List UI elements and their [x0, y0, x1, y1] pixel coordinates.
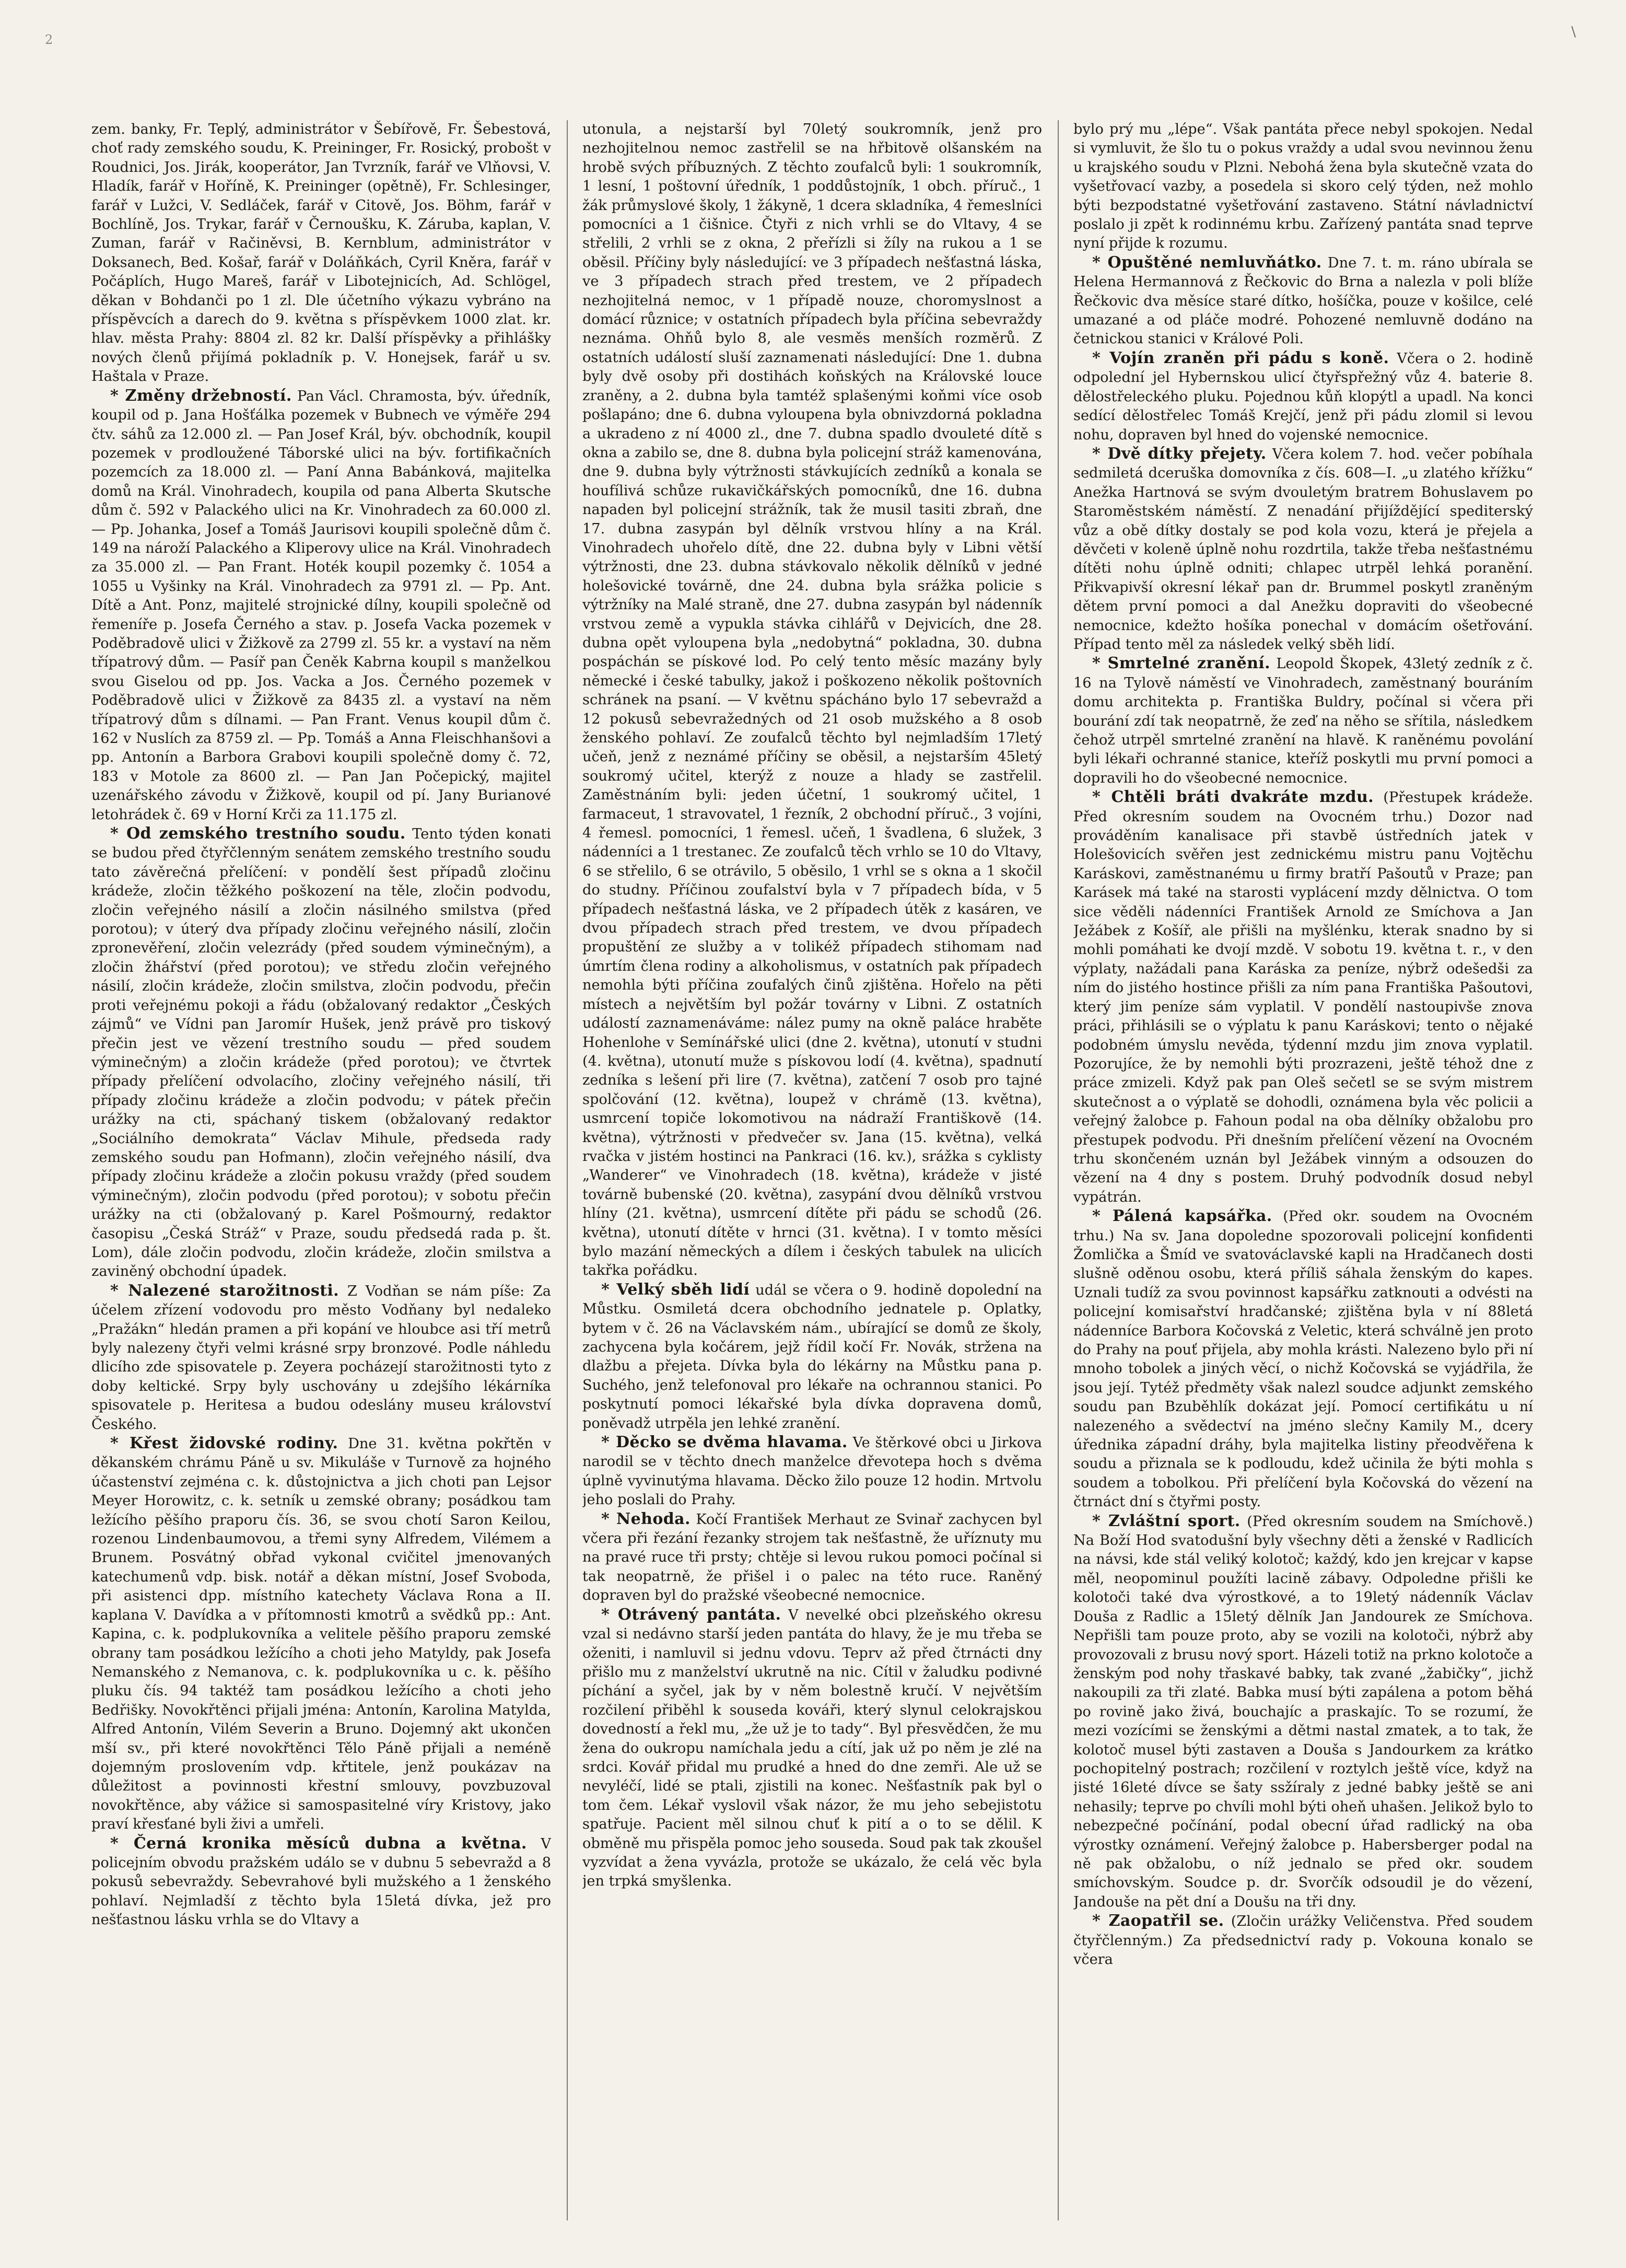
article-text: Leopold Škopek, 43letý zedník z č. 16 na Tylově náměstí ve Vinohradech, zaměstnaný bouráním domu architekta p. Františka Buldry, počínal si včera při bourání zdí tak neopatrně, že zeď na něho se sřítila, následkem čehož utrpěl smrtelné zranění na hlavě. K raněnému povolání byli lékaři ochranné stanice, kteříž poskytli mu první pomoci a dopravili ho do všeobecné nemocnice. [1073, 656, 1533, 786]
column-middle [582, 120, 1042, 2220]
article-text: Kočí František Merhaut ze Svinař zachycen byl včera při řezání řezanky strojem tak nešťastně, že uříznuty mu na pravé ruce tři prsty; chtěje si levou rukou pomoci počínal si tak neopatrně, že přišel i o palec na této ruce. Raněný dopraven byl do pražské všeobecné nemocnice. [582, 1511, 1042, 1604]
column-divider [1058, 120, 1059, 2220]
article-heading: * Pálená kapsářka. [1092, 1207, 1272, 1226]
article-text: V policejním obvodu pražském událo se v dubnu 5 sebevražd a 8 pokusů sebevraždy. Sebevrahové byli mužského a 1 ženského pohlaví. Nejmladší z těchto byla 15letá dívka, jež pro nešťastnou lásku vrhla se do Vltavy a [91, 1835, 551, 1928]
article-heading: * Nehoda. [601, 1509, 691, 1528]
page-corner-mark: 2 [45, 32, 53, 47]
article-heading: * Velký sběh lidí [601, 1280, 750, 1299]
article-heading: * Vojín zraněn při pádu s koně. [1092, 348, 1389, 367]
article-heading: * Chtěli bráti dvakráte mzdu. [1092, 788, 1374, 807]
article-text: (Před okresním soudem na Smíchově.) Na Boží Hod svatodušní byly všechny děti a ženské v Radlicích na návsi, kde stál veliký kolotoč; každý, kdo jen krejcar v kapse měl, neopominul použíti lacině zábavy. Odpoledne přišli ke kolotoči také dva výrostkové, a to 19letý nádenník Václav Douša z Radlic a 15letý dělník Jan Jandourek ze Smíchova. Nepřišli tam pouze proto, aby se vozili na kolotoči, nýbrž aby provozovali z brusu nový sport. Házeli totiž na prkno kolotoče a ženským pod nohy třaskavé babky, tak zvané „žabičky“, jichž nakoupili za tři zlaté. Babka musí býti zapálena a potom běhá po rovině jako živá, bouchajíc a praskajíc. To se rozumí, že mezi vozícími se ženskými a dětmi nastal zmatek, a to tak, že kolotoč musel býti zastaven a Douša s Jandourkem za krátko pochopitelný postrach; rozčilení v roztylch ještě více, když na jisté 16leté dívce se šaty ssžíraly z jedné babky ještě se ani nehasily; teprve po chvíli mohl býti oheň uhašen. Jelikož bylo to nebezpečné počínání, podal obecní úřad radlický na oba výrostky oznámení. Veřejný žalobce p. Habersberger podal na ně pak obžalobu, o níž jednalo se před okr. soudem smíchovským. Soudce p. dr. Svorčík odsoudil je do vězení, Jandouše na pět dní a Doušu na tři dny. [1073, 1513, 1533, 1910]
article-heading: * Změny držebností. [110, 386, 292, 405]
article-text: zem. banky, Fr. Teplý, administrátor v Šebířově, Fr. Šebestová, choť rady zemského soudu, K. Preininger, Fr. Rosický, probošt v Roudnici, Jos. Jirák, kooperátor, Jan Tvrzník, farář ve Vlňovsi, V. Hladík, farář v Hoříně, K. Preininger (opětně), Fr. Schlesinger, farář v Lužci, V. Sedláček, farář v Citově, Jos. Böhm, farář v Bochlíně, Jos. Trykar, farář v Černoušku, K. Záruba, kaplan, V. Zuman, farář v Račiněvsi, B. Kernblum, administrátor v Doksanech, Bed. Košař, farář v Doláňkách, Cyril Kněra, farář v Počáplích, Hugo Mareš, farář v Libotejnicích, Ad. Schlögel, děkan v Bohdanči po 1 zl. Dle účetního výkazu vybráno na příspěvcích a darech do 9. května s příspěvkem 1000 zlat. kr. hlav. města Prahy: 8804 zl. 82 kr. Další příspěvky a přihlášky nových členů přijímá pokladník p. V. Honejsek, farář u sv. Haštala v Praze. [91, 121, 551, 385]
article-text: (Zločin urážky Veličenstva. Před soudem čtyřčlenným.) Za předsednictví rady p. Vokouna konalo se včera [1073, 1913, 1533, 1968]
article-text: Včera o 2. hodině odpolední jel Hybernskou ulicí čtyřspřežný vůz 4. baterie 8. dělostřeleckého pluku. Pojednou kůň klopýtl a upadl. Na konci sedící dělostřelec Tomáš Krejčí, jenž při pádu zlomil si levou nohu, dopraven byl hned do vojenské nemocnice. [1073, 350, 1533, 443]
article-text: Pan Václ. Chramosta, býv. úředník, koupil od p. Jana Hošťálka pozemek v Bubnech ve výměře 294 čtv. sáhů za 12.000 zl. — Pan Josef Král, býv. obchodník, koupil pozemek v prodloužené Táborské ulici na býv. fortifikačních pozemcích za 18.000 zl. — Paní Anna Babánková, majitelka domů na Král. Vinohradech, koupila od pana Alberta Skutsche dům č. 592 v Palackého ulici na Kr. Vinohradech za 60.000 zl. — Pp. Johanka, Josef a Tomáš Jaurisovi koupili společně dům č. 149 na nároží Palackého a Kliperovy ulice na Král. Vinohradech za 35.000 zl. — Pan Frant. Hoték koupil pozemky č. 1054 a 1055 u Vyšinky na Král. Vinohradech za 9791 zl. — Pp. Ant. Dítě a Ant. Ponz, majitelé strojnické dílny, koupili společně od řemeníře p. Josefa Černého a stav. p. Josefa Vacka pozemek v Poděbradově ulici v Žižkově za 2799 zl. 55 kr. a vystaví na něm třípatrový dům. — Pasíř pan Čeněk Kabrna koupil s manželkou svou Giselou od pp. Jos. Vacka a Jos. Černého pozemek v Poděbradově ulici v Žižkově za 8435 zl. a vystaví na něm třípatrový dům s dílnami. — Pan Frant. Venus koupil dům č. 162 v Nuslích za 8759 zl. — Pp. Tomáš a Anna Fleischhanšovi a pp. Antonín a Barbora Grabovi koupili společně domy č. 72, 183 v Motole za 8600 zl. — Pan Jan Počepický, majitel uzenářského závodu v Žižkově, koupil od pí. Jany Burianové letohrádek č. 69 v Horní Krči za 11.175 zl. [91, 388, 551, 823]
article-heading: * Otrávený pantáta. [601, 1605, 781, 1624]
article-text: (Přestupek krádeže. Před okresním soudem na Ovocném trhu.) Dozor nad prováděním kanalisace při stavbě ústředních jatek v Holešovicích svěřen jest zednickému mistru panu Vojtěchu Karáskovi, zaměstnanému u firmy bratří Pašoutů v Praze; pan Karásek má také na starosti vyplácení mzdy dělnictva. O tom sice věděli nádenníci František Arnold ze Smíchova a Jan Ježábek z Košíř, ale přišli na myšlénku, kterak snadno by si mohli pomáhati ke dvojí mzdě. V sobotu 19. května t. r., v den výplaty, nažádali pana Karáska za peníze, nýbrž odešedši za ním do jistého hostince přišli za ním pana Františka Pašoutovi, který jim peníze sám vyplatil. V pondělí nastoupivše znova práci, přihlásili se o výplatu k panu Karáskovi; tento o nějaké podobném úmyslu nevěda, týdenní mzdu jim znova vyplatil. Pozorujíce, že by nemohli býti prozrazeni, ještě téhož dne z práce zmizeli. Když pak pan Oleš sečetl se se svým mistrem skutečnost a o výplatě se dohodli, oznámena byla věc policii a veřejný žalobce p. Fahoun podal na oba dělníky obžalobu pro přestupek podvodu. Při dnešním přelíčení vězení na Ovocném trhu skončeném uznán byl Ježábek vinným a odsouzen do vězení na 4 dny s postem. Druhý podvodník dosud nebyl vypátrán. [1073, 789, 1533, 1205]
article-text: (Před okr. soudem na Ovocném trhu.) Na sv. Jana dopoledne spozorovali policejní konfidenti Žomlička a Šmíd ve svatováclavské kapli na Hradčanech dosti slušně oděnou osobu, která příliš sáhala ženským do kapes. Uznali tudíž za svou povinnost kapsářku zatknouti a odvésti na policejní komisařství hradčanské; zjištěna byla v ní 88letá nádenníce Barbora Kočovská z Veletic, která schválně jen proto do Prahy na pouť přijela, aby mohla krásti. Nalezeno bylo při ní mnoho tobolek a jiných věcí, o nichž Kočovská se vyjádřila, že jsou její. Tytéž předměty však nalezl soudce adjunkt zemského soudu pan Bzuběhlík dokázat její. Pomocí certifikátu u ní nalezeného a svědectví na jméno slečny Kamily M., dcery úřednika západní dráhy, byla majitelka listiny přeodvěřena k soudu a přiznala se k podloudu, kdež učinila že býti mohla s soudem a tobolkou. Při přelíčení byla Kočovská do vězení na čtrnáct dní s čtyřmi posty. [1073, 1208, 1533, 1510]
article-text: Tento týden konati se budou před čtyřčlenným senátem zemského trestního soudu tato závěrečná přelíčení: v pondělí šest případů zločinu krádeže, zločin těžkého poškození na těle, zločin podvodu, zločin veřejného násilí a zločin násilného smilstva (před porotou); v úterý dva případy zločinu veřejného násilí, zločin zpronevěření, zločin velezrády (před soudem výminečným), a zločin žhářství (před porotou); ve středu zločin veřejného násilí, zločin krádeže, zločin smilstva, zločin podvodu, přečin proti veřejnému pokoji a řádu (obžalovaný redaktor „Českých zájmů“ ve Vídni pan Jaromír Hušek, jenž právě pro tiskový přečin jest ve vězení trestního soudu — před soudem výminečným) a zločin krádeže (před porotou); ve čtvrtek případy přelíčení odvolacího, zločiny veřejného násilí, tři případy zločinu krádeže a zločin podvodu; v pátek přečin urážky na cti, spáchaný tiskem (obžalovaný redaktor „Sociálního demokrata“ Václav Mihule, předseda rady zemského soudu pan Hofmann), zločin veřejného násilí, dva případy zločinu krádeže a zločin pokusu vraždy (před soudem výminečným), zločin podvodu (před porotou); v sobotu přečin urážky na cti (obžalovaný p. Karel Pošmourný, redaktor časopisu „Česká Stráž“ v Praze, soudu předsedá rada p. št. Lom), dále zločin podvodu, zločin krádeže, zločin smilstva a zaviněný obchodní úpadek. [91, 826, 551, 1280]
article-heading: * Zaopatřil se. [1092, 1912, 1224, 1930]
article-text: Dne 31. května pokřtěn v děkanském chrámu Páně u sv. Mikuláše v Turnově za hojného účastenství zejména c. k. důstojnictva a jich choti pan Lejsor Meyer Horowitz, c. k. setník u zemské obrany; posádkou tam ležícího pěšího praporu čís. 36, se svou chotí Saron Keilou, rozenou Lindenbaumovou, a třemi syny Alfredem, Vilémem a Brunem. Posvátný obřad vykonal cvičitel jmenovaných katechumenů vdp. bisk. notář a děkan místní, Josef Svoboda, při asistenci dpp. místního katechety Václava Rona a II. kaplana V. Davídka a v přítomnosti kmotrů a svědků pp.: Ant. Kapina, c. k. podplukovníka a velitele pěšího praporu zemské obrany tam posádkou ležícího a choti jeho Matyldy, pak Josefa Nemanského z Nemanova, c. k. podplukovníka u c. k. pěšího pluku čís. 94 taktéž tam posádkou ležícího a choti jeho Bedřišky. Novokřtěnci přijali jména: Antonín, Karolina Matylda, Alfred Antonín, Vilém Severin a Bruno. Dojemný akt ukončen mší sv., při které novokřtěnci Tělo Páně přijali a neméně dojemným proslovením vdp. křtitele, jenž poukázav na důležitost a povinnosti křestní smlouvy, povzbuzoval novokřtěnce, aby vážice si samospasitelné víry Kristovy, jako praví křesťané byli živi a umřeli. [91, 1436, 551, 1833]
article-heading: * Nalezené starožitnosti. [110, 1281, 340, 1300]
article-heading: * Opuštěné nemluvňátko. [1092, 253, 1322, 272]
article-heading: * Dvě dítky přejety. [1092, 444, 1267, 463]
article-text: udál se včera o 9. hodině dopolední na Můstku. Osmiletá dcera obchodního jednatele p. Oplatky, bytem v č. 26 na Václavském nám., ubírající se domů ze školy, zachycena byla kočárem, jejž řídil kočí Fr. Novák, stržena na dlažbu a přejeta. Dívka byla do lékárny na Můstku pana p. Suchého, jenž telefonoval pro lékaře na ochrannou stanici. Po poskytnutí pomoci lékařské byla dívka dopravena domů, poněvadž utrpěla jen lehké zranění. [582, 1282, 1042, 1432]
article-text: bylo prý mu „lépe“. Však pantáta přece nebyl spokojen. Nedal si vymluvit, že šlo tu o pokus vraždy a udal svou nevinnou ženu u krajského soudu v Plzni. Nebohá žena byla skutečně vzata do vyšetřovací vazby, a posedela si skoro celý týden, než mohlo býti bezpodstatné vyšetřování zastaveno. Státní návladnictví poslalo ji zpět k rodinnému krbu. Zařízený pantáta snad teprve nyní přijde k rozumu. [1073, 121, 1533, 252]
newspaper-page [91, 120, 1533, 2220]
column-left [91, 120, 551, 2220]
article-heading: * Děcko se dvěma hlavama. [601, 1433, 848, 1452]
article-text: V nevelké obci plzeňského okresu vzal si nedávno starší jeden pantáta do hlavy, že je mu třeba se oženiti, i namluvil si jednu vdovu. Teprv až před čtrnácti dny přišlo mu z manželství ukrutně na nic. Cítil v žaludku podivné píchání a syčel, jak by v něm bolestně kručí. V největším rozčilení přiběhl k souseda kováři, který slynul celokrajskou dovedností a řekl mu, „že už je to tady“. Byl přesvědčen, že mu žena do oukropu namíchala jedu a cítí, jak už po něm je zlé na srdci. Kovář přidal mu prudké a hned do dne zemři. Ale už se nevyléčí, lidé se ptali, zjistili na konec. Nešťastník pak byl o tom čem. Lékař vyslovil však názor, že mu jeho sebejistotu spatřuje. Pacient měl silnou chuť k pití a o to se dělil. K obměně mu přispěla pomoc jeho souseda. Soud pak tak zkoušel vyzvídat a žena vyvázla, protože se ukázalo, že celá věc byla jen trpká smyšlenka. [582, 1607, 1042, 1890]
article-heading: * Zvláštní sport. [1092, 1511, 1241, 1530]
column-right [1073, 120, 1533, 2220]
article-text: Včera kolem 7. hod. večer pobíhala sedmiletá dceruška domovníka z čís. 608—I. „u zlatého křížku“ Anežka Hartnová se svým dvouletým bratrem Bohuslavem po Staroměstském náměstí. Z nenadání přijíždějící spediterský vůz a obě dítky dostaly se pod kola vozu, která je přejela a děvčeti v koleně úplně nohu rozdrtila, takže třeba nešťastnému dítěti nohu úplně odniti; chlapec utrpěl lehká poranění. Přikvapivší okresní lékař pan dr. Brummel poskytl zraněným dětem první pomoci a dal Anežku dopraviti do všeobecné nemocnice, kdežto hošíka ponechal v domácím ošetřování. Případ tento měl za následek velký sběh lidí. [1073, 446, 1533, 653]
page-margin-mark: \ [1571, 24, 1576, 40]
article-heading: * Smrtelné zranění. [1092, 654, 1270, 673]
article-text: utonula, a nejstarší byl 70letý soukromník, jenž pro nezhojitelnou nemoc zastřelil se na hřbitově olšanském na hrobě svých příbuzných. Z těchto zoufalců byli: 1 soukromník, 1 lesní, 1 poštovní úředník, 1 poddůstojník, 1 obch. příruč., 1 žák průmyslové školy, 1 žákyně, 1 dcera skladníka, 4 řemeslníci pomocníci a 1 čišnice. Čtyři z nich vrhli se do Vltavy, 4 se střelili, 2 vrhli se z okna, 2 přeřízli si žíly na rukou a 1 se oběsil. Příčiny byly následující: ve 3 případech nešťastná láska, ve 3 případech strach před trestem, ve 2 případech nezhojitelná nemoc, v 1 případě nouze, choromyslnost a domácí různice; v ostatních případech byla příčina sebevraždy neznáma. Ohňů bylo 8, ale vesměs menších rozměrů. Z ostatních událostí sluší zaznamenati následující: Dne 1. dubna byly dvě osoby při dostihách koňských na Královské louce zraněny, a 2. dubna byla tamtéž splašenými koňmi více osob pošlapáno; dne 6. dubna vyloupena byla obnivzdorná pokladna a ukradeno z ní 4000 zl., dne 7. dubna spadlo dvouleté dítě s okna a zabilo se, dne 8. dubna byla policejní stráž kamenována, dne 9. dubna byly výtržnosti stávkujících zedníků a konala se houfílivá schůze rukavičkářských pomocníků, dne 16. dubna napaden byl policejní strážník, tak že musil tasiti zbraň, dne 17. dubna zasypán byl dělník vrstvou hlíny a na Král. Vinohradech uhořelo dítě, dne 22. dubna byly v Libni větší výtržnosti, dne 23. dubna stávkovalo několik dělníků v jedné holešovické továrně, dne 24. dubna byla srážka policie s výtržníky na Malé straně, dne 27. dubna zasypán byl nádenník vrstvou země a vypukla stávka cihlářů v Dejvicích, dne 28. dubna opět vyloupena byla „nedobytná“ pokladna, 30. dubna pospáchán se pískové lod. Po celý tento měsíc mazány byly německé i české tabulky, jakož i poškozeno několik poštovních schránek na psaní. — V květnu spácháno bylo 17 sebevražd a 12 pokusů sebevražedných od 21 osob mužského a 8 osob ženského pohlaví. Ze zoufalců těchto byl nejmladším 17letý učeň, jenž z neznámé příčiny se oběsil, a nejstarším 45letý soukromý učitel, kterýž z nouze a hlady se zastřelil. Zaměstnáním byli: jeden účetní, 1 soukromý učitel, 1 farmaceut, 1 stravovatel, 1 řezník, 2 obchodní příruč., 3 vojíni, 4 řemesl. pomocníci, 1 řemesl. učeň, 1 švadlena, 6 služek, 3 nádenníci a 1 trestanec. Ze zoufalců těch vrhlo se 10 do Vltavy, 6 se střelilo, 6 se otrávilo, 5 oběsilo, 1 vrhl se s okna a 1 skočil do studny. Příčinou zoufalství byla v 7 případech bída, v 5 případech nešťastná láska, ve 2 případech útěk z kasáren, ve dvou případech strach před trestem, ve dvou případech propuštění ze služby a v tolikéž případech stihomam nad úmrtím člena rodiny a alkoholismus, v ostatních pak případech nemohla býti příčina zoufalých činů zjištěna. Hořelo na pěti místech a největším byl požár továrny v Libni. Z ostatních událostí zaznamenáváme: nález pumy na okně paláce hraběte Hohenlohe v Semínářské ulici (dne 2. května), utonutí v studni (4. května), utonutí muže s pískovou lodí (4. května), spadnutí zedníka s lešení při lire (7. května), zatčení 7 osob pro tajné spolčování (12. května), loupež v chrámě (13. května), usmrcení topiče lokomotivou na nádraží Františkově (14. května), výtržnosti v předvečer sv. Jana (15. května), velká rvačka v jistém hostinci na Pankraci (16. kv.), srážka s cyklisty „Wanderer“ ve Vinohradech (18. května), krádeže v jisté továrně bubenské (20. května), zasypání dvou dělníků vrstvou hlíny (21. května), usmrcení dítěte při pádu se schodů (26. května), utonutí dítěte v hrnci (31. května). I v tomto měsíci bylo mazání německých a dílem i českých tabulek na ulicích takřka pořádku. [582, 121, 1042, 1279]
article-text: Dne 7. t. m. ráno ubírala se Helena Hermannová z Řečkovic do Brna a nalezla v poli blíže Řečkovic dva měsíce staré dítko, hošíčka, pouze v košilce, celé umazané a od pláče modré. Pohozené nemluvně dodáno na četnickou stanici v Králové Poli. [1073, 254, 1533, 347]
article-text: Ve štěrkové obci u Jirkova narodil se v těchto dnech manželce dřevotepa hoch s dvěma úplně vyvinutýma hlavama. Děcko žilo pouze 12 hodin. Mrtvolu jeho poslali do Prahy. [582, 1435, 1042, 1508]
article-heading: * Od zemského trestního soudu. [110, 824, 406, 843]
article-heading: * Křest židovské rodiny. [110, 1434, 338, 1453]
column-divider [567, 120, 568, 2220]
article-heading: * Černá kronika měsíců dubna a května. [110, 1834, 527, 1853]
article-text: Z Vodňan se nám píše: Za účelem zřízení vodovodu pro město Vodňany byl nedaleko „Pražákn“ hledán pramen a při kopání ve hloubce asi tří metrů byly nalezeny čtyři velmi krásné srpy bronzové. Podle náhledu dlicího zde spisovatele p. Zeyera pocházejí starožitnosti tyto z doby keltické. Srpy byly uschovány u zdejšího lékárníka spisovatele p. Heritesa a budou odeslány museu království Českého. [91, 1283, 551, 1433]
